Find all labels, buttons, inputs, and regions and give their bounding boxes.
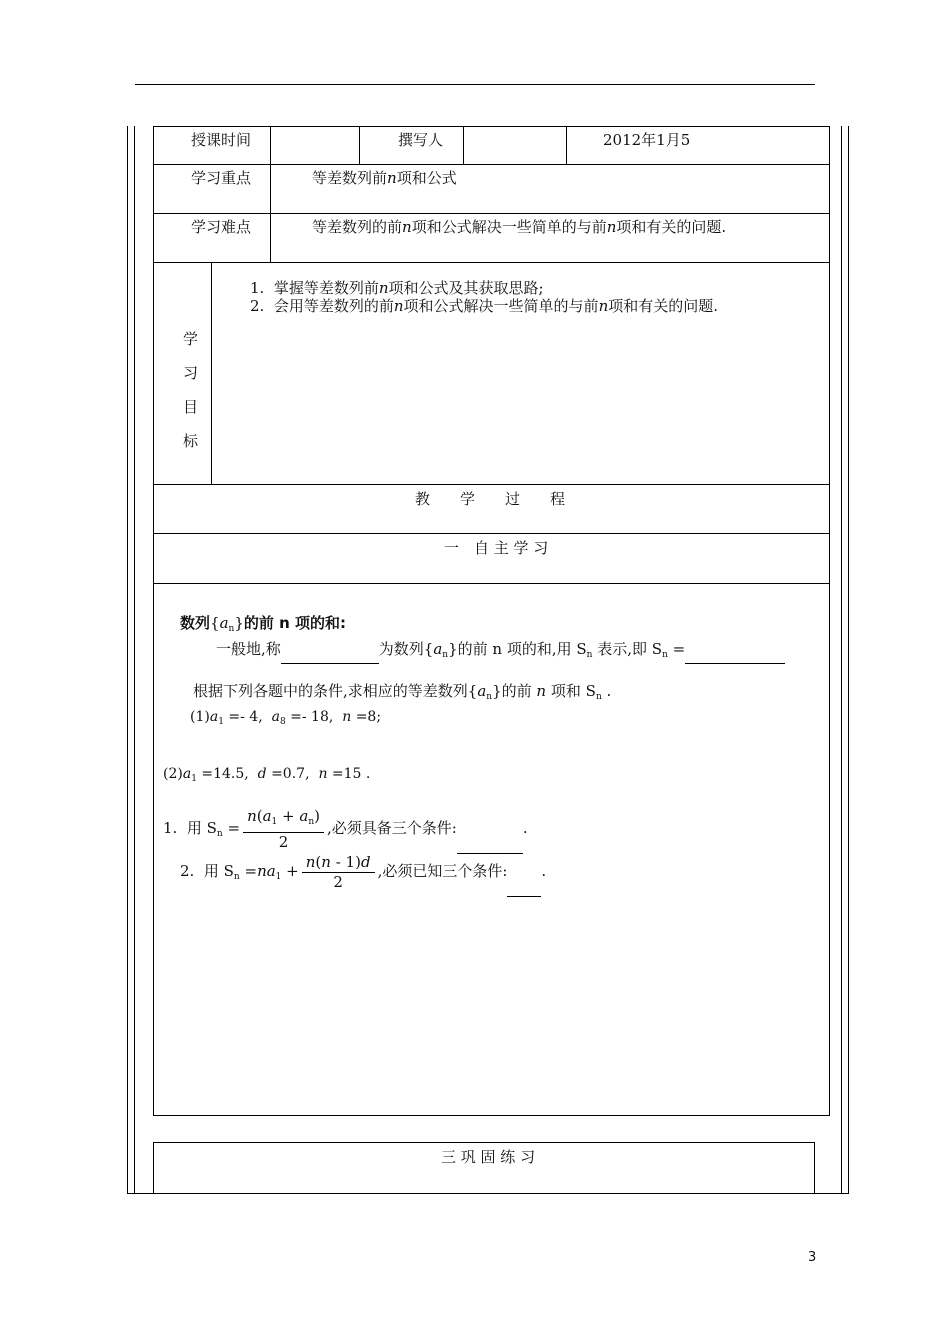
row-line-5 [153, 484, 830, 485]
task-line: 根据下列各题中的条件,求相应的等差数列$\{a_n\}$的前 n 项和 $S_n$ . [193, 682, 612, 702]
row-line-8 [153, 1115, 830, 1116]
process-heading: 教 学 过 程 [415, 490, 566, 508]
outer-frame-right [848, 126, 849, 1194]
outer-frame-left [127, 126, 128, 1194]
col-line-1 [270, 126, 271, 263]
objectives-col-line [211, 262, 212, 484]
row-line-2 [153, 164, 830, 165]
table-right-border [829, 126, 830, 1116]
focus-text: 等差数列前n项和公式 [312, 169, 457, 187]
header-rule [135, 84, 815, 85]
section3-top-line [153, 1142, 814, 1143]
row-line-3 [153, 213, 830, 214]
section3-left-line [153, 1142, 154, 1194]
outer-frame-left-inner [134, 126, 135, 1194]
page-number: 3 [808, 1250, 817, 1265]
formula-2-line: 2. 用 $S_n =na_1$ + $\frac{n(n - 1)d}{2}$ ,必须已知三个条件: . [180, 851, 546, 897]
objective-item-2: 2. 会用等差数列的前n项和公式解决一些简单的与前n项和有关的问题. [250, 297, 719, 315]
definition-blank-1[interactable] [281, 649, 379, 664]
definition-line: 一般地,称 为数列$\{a_n\}$的前 n 项的和,用 $S_n$ 表示,即 $S_n$ = [216, 640, 785, 664]
author-label: 撰写人 [398, 131, 444, 149]
question-2: $(2)a_1 =14.5$, d =0.7, n =15 . [163, 766, 371, 784]
formula-1-line: 1. 用 $S_n$ = $\frac{n(a_1 + a_n)}{2}$ ,必须具备三个条件: . [163, 807, 528, 854]
content-title: 数列$\{a_n\}$的前 n 项的和: [180, 614, 346, 634]
objectives-label-2: 习 [183, 364, 199, 382]
formula-2-fraction: $\frac{n(n - 1)d}{2}$ [302, 853, 375, 891]
row-line-7 [153, 583, 830, 584]
question-1: $(1)a_1 =- 4$, $a_8 =- 18$, n =8; [190, 709, 382, 727]
table-left-border [153, 126, 154, 1116]
outer-frame-right-inner [841, 126, 842, 1194]
objectives-label-1: 学 [183, 330, 199, 348]
col-line-3 [463, 126, 464, 164]
section3-right-line [814, 1142, 815, 1194]
objectives-label-4: 标 [183, 432, 199, 450]
difficulty-text: 等差数列的前n项和公式解决一些简单的与前n项和有关的问题. [312, 218, 727, 236]
focus-label: 学习重点 [191, 169, 252, 187]
time-label: 授课时间 [191, 131, 252, 149]
formula-2-blank[interactable] [507, 882, 541, 897]
date-value: 2012年1月5 [603, 131, 691, 149]
definition-blank-2[interactable] [685, 649, 785, 664]
row-line-6 [153, 533, 830, 534]
section1-heading: 一 自 主 学 习 [444, 539, 549, 557]
formula-1-fraction: $\frac{n(a_1 + a_n)}{2}$ [243, 807, 324, 851]
objectives-label-3: 目 [183, 398, 199, 416]
difficulty-label: 学习难点 [191, 218, 252, 236]
row-line-4 [153, 262, 830, 263]
col-line-4 [566, 126, 567, 164]
outer-frame-bottom [127, 1193, 849, 1194]
objective-item-1: 1. 掌握等差数列前n项和公式及其获取思路; [250, 279, 544, 297]
col-line-2 [359, 126, 360, 164]
section3-heading: 三 巩 固 练 习 [441, 1148, 536, 1166]
row-line-1 [153, 126, 830, 127]
